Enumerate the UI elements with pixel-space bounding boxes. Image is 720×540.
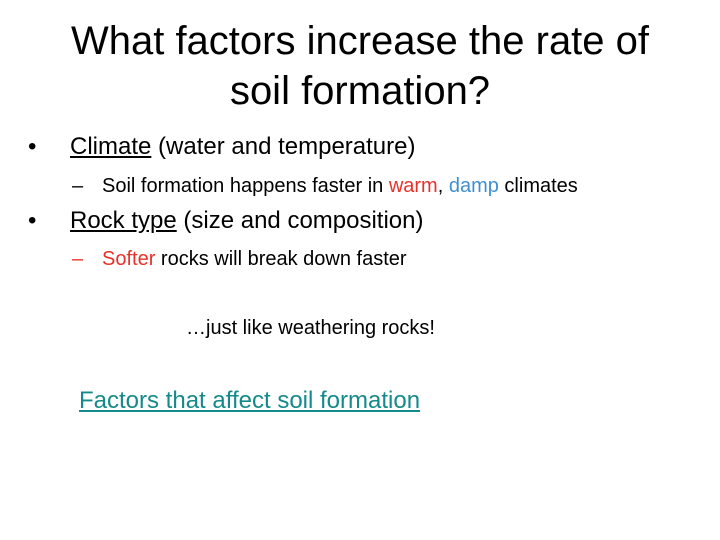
sub-bullet-marker: – xyxy=(72,175,84,197)
factors-link[interactable]: Factors that affect soil formation xyxy=(79,387,421,414)
bullet-rock-type xyxy=(28,206,424,236)
sub-text-before: Soil formation happens faster in xyxy=(102,175,389,197)
bullet-marker: • xyxy=(28,207,37,234)
title-line-2: soil formation? xyxy=(229,69,491,113)
title-line-1: What factors increase the rate of xyxy=(70,19,650,63)
bullet-term-climate: Climate xyxy=(70,133,152,160)
sub-separator: , xyxy=(437,175,449,197)
note-text: …just like weathering rocks! xyxy=(186,317,435,339)
sub-bullet-marker: – xyxy=(72,248,84,270)
slide-title xyxy=(20,16,700,116)
bullet-term-rock-type: Rock type xyxy=(70,207,177,234)
highlight-damp: damp xyxy=(448,175,499,197)
bullet-marker: • xyxy=(28,133,37,160)
highlight-warm: warm xyxy=(388,175,438,197)
sub-bullet-rock-type xyxy=(72,246,407,272)
bullet-climate xyxy=(28,132,415,162)
bullet-detail-rock-type: (size and composition) xyxy=(176,207,424,234)
sub-text-after: rocks will break down faster xyxy=(155,248,407,270)
bullet-detail-climate: (water and temperature) xyxy=(151,133,416,160)
sub-text-after: climates xyxy=(498,175,578,197)
highlight-softer: Softer xyxy=(102,248,156,270)
sub-bullet-climate xyxy=(72,173,578,199)
